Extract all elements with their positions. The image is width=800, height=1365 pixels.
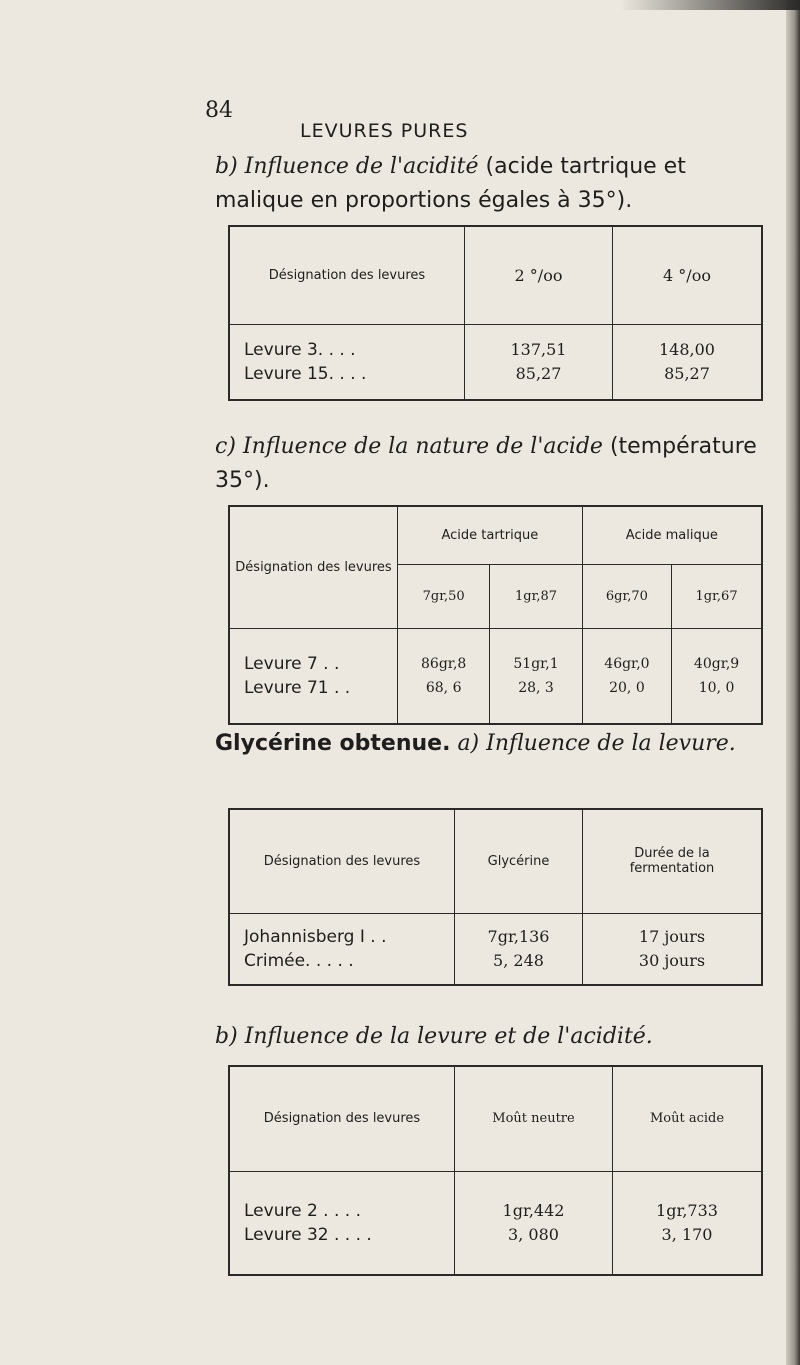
- values-cell: [582, 628, 671, 724]
- table-levure-acidite: [228, 1065, 763, 1276]
- heading-nature-acide: [215, 430, 775, 498]
- page-number: 84: [205, 98, 233, 123]
- values-cell: [490, 628, 582, 724]
- heading-levure-acidite: [215, 1020, 775, 1054]
- cell-value: 28, 3: [518, 679, 554, 696]
- page-corner-shadow: [620, 0, 800, 10]
- values-cell: [455, 913, 583, 985]
- heading-italic: Influence de la nature de l'acide: [242, 434, 603, 459]
- group-header-malique: Acide malique: [582, 506, 762, 564]
- col-header-duree: Durée de la fermentation: [583, 809, 763, 913]
- heading-rest: (acide tartrique et malique en proportions égales à 35°).: [215, 154, 686, 213]
- page-edge-shadow: [786, 0, 800, 1365]
- values-cell: [672, 628, 762, 724]
- cell-value: 1gr,442: [502, 1200, 565, 1220]
- values-cell: [465, 324, 613, 400]
- cell-value: 68, 6: [425, 679, 462, 696]
- col-header-designation: Désignation des levures: [229, 1066, 455, 1171]
- col-header-2-pour-mille: 2 °/oo: [465, 226, 613, 324]
- heading-glycerine: [215, 727, 775, 761]
- heading-rest: (température 35°).: [215, 434, 757, 493]
- row-name: Levure 71 . .: [244, 677, 351, 698]
- row-name: Levure 15. . . .: [244, 363, 367, 384]
- row-name: Levure 3. . . .: [244, 339, 356, 360]
- running-head: LEVURES PURES: [300, 120, 469, 142]
- heading-label: b): [215, 154, 238, 179]
- names-cell: [229, 628, 398, 724]
- values-cell: [455, 1171, 613, 1275]
- cell-value: 40gr,9: [693, 655, 740, 672]
- col-header-glycerine: Glycérine: [455, 809, 583, 913]
- heading-italic: Influence de la levure.: [486, 731, 736, 756]
- heading-label: c): [215, 434, 236, 459]
- names-cell: [229, 1171, 455, 1275]
- heading-bold: Glycérine obtenue.: [215, 731, 451, 756]
- cell-value: 7gr,136: [487, 926, 550, 946]
- row-header-designation: Désignation des levures: [229, 506, 398, 628]
- sub-header: 6gr,70: [582, 564, 671, 628]
- cell-value: 137,51: [510, 339, 567, 359]
- values-cell: [613, 324, 763, 400]
- cell-value: 148,00: [659, 339, 715, 359]
- names-cell: [229, 324, 465, 400]
- row-name: Levure 7 . .: [244, 653, 340, 674]
- cell-value: 30 jours: [638, 950, 706, 970]
- col-header-mout-neutre: Moût neutre: [455, 1066, 613, 1171]
- cell-value: 20, 0: [609, 679, 645, 696]
- cell-value: 46gr,0: [604, 655, 650, 672]
- names-cell: [229, 913, 455, 985]
- cell-value: 86gr,8: [421, 655, 467, 672]
- cell-value: 10, 0: [698, 679, 735, 696]
- heading-label: b): [215, 1024, 238, 1049]
- col-header-mout-acide: Moût acide: [613, 1066, 763, 1171]
- row-name: Johannisberg I . .: [244, 926, 387, 947]
- col-header-designation: Désignation des levures: [229, 226, 465, 324]
- heading-label: a): [457, 731, 480, 756]
- heading-acidite: [215, 150, 775, 218]
- row-name: Levure 2 . . . .: [244, 1200, 361, 1221]
- heading-italic: Influence de l'acidité: [244, 154, 479, 179]
- values-cell: [613, 1171, 763, 1275]
- sub-header: 7gr,50: [398, 564, 490, 628]
- heading-italic: Influence de la levure et de l'acidité.: [244, 1024, 653, 1049]
- row-name: Levure 32 . . . .: [244, 1224, 372, 1245]
- row-name: Crimée. . . . .: [244, 950, 354, 971]
- cell-value: 85,27: [515, 363, 562, 383]
- values-cell: [398, 628, 490, 724]
- cell-value: 17 jours: [638, 926, 706, 946]
- cell-value: 3, 080: [508, 1224, 559, 1244]
- cell-value: 5, 248: [493, 950, 544, 970]
- group-header-tartrique: Acide tartrique: [398, 506, 583, 564]
- sub-header: 1gr,87: [490, 564, 582, 628]
- values-cell: [583, 913, 763, 985]
- cell-value: 51gr,1: [513, 655, 559, 672]
- cell-value: 3, 170: [661, 1224, 713, 1244]
- cell-value: 85,27: [664, 363, 710, 383]
- col-header-4-pour-mille: 4 °/oo: [613, 226, 763, 324]
- table-nature-acide: [228, 505, 763, 725]
- cell-value: 1gr,733: [656, 1200, 718, 1220]
- table-acidite: [228, 225, 763, 401]
- sub-header: 1gr,67: [672, 564, 762, 628]
- table-glycerine: [228, 808, 763, 986]
- col-header-designation: Désignation des levures: [229, 809, 455, 913]
